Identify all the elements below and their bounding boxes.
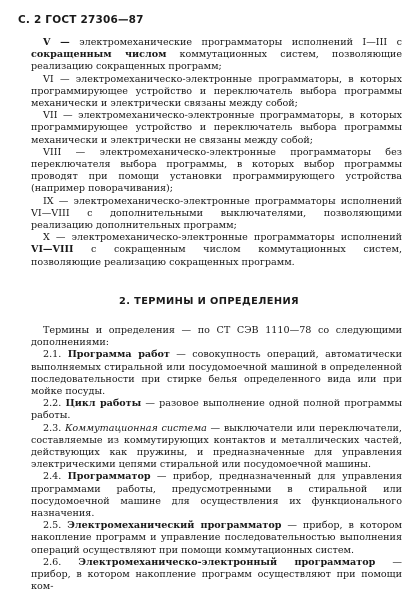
section-title: 2. ТЕРМИНЫ И ОПРЕДЕЛЕНИЯ — [118, 296, 299, 307]
page-header: С. 2 ГОСТ 27306—87 — [18, 14, 144, 26]
definition-2-2: 2.2. Цикл работы — разовое выполнение одной полной программы работы. — [31, 398, 402, 422]
definitions-list — [31, 325, 402, 593]
definition-2-3: 2.3. Коммутационная система — выключатели или переключатели, составляемые из коммутирующих контактов и металлических частей, действующих как пружины, и предназначенные для управления электрическими цепями стиральной или посудомоечной машины. — [31, 422, 402, 471]
definition-2-6: 2.6. Электромеханическо-электронный программатор — прибор, в котором накопление программ осуществляют при помощи ком- — [31, 556, 402, 593]
intro-list — [31, 37, 402, 269]
definition-2-1: 2.1. Программа работ — совокупность операций, автоматически выполняемых стиральной или посудомоечной машиной в определенной последовательности при стирке белья определенного вида или при мойке посуды. — [31, 349, 402, 398]
intro-item-vi: VI — электромеханическо-электронные программаторы, в которых программирующее устройство и переключатель выбора программы механически и электрически связаны между собой; — [31, 73, 402, 110]
definition-2-5: 2.5. Электромеханический программатор — прибор, в котором накопление программ и управление последовательностью выполнения операций осуществляют при помощи коммутационных систем. — [31, 520, 402, 556]
definitions-intro: Термины и определения — по СТ СЭВ 1110—78 со следующими дополнениями: — [31, 325, 402, 349]
intro-item-v: V — электромеханические программаторы исполнений I—III с сокращенным числом коммутационных систем, позволяющие реализацию сокращенных программ; — [31, 37, 403, 73]
definition-2-4: 2.4. Программатор — прибор, предназначенный для управления программами работы, предусмотренными в стиральной или посудомоечной машине для осуществления их функционального назначения. — [31, 471, 402, 520]
intro-item-viii: VIII — электромеханическо-электронные программаторы без переключателя выбора программы, в которых выбор программы проводят при помощи установки программирующего устройства (например поворачивания); — [31, 146, 402, 195]
intro-item-vii: VII — электромеханическо-электронные программаторы, в которых программирующее устройство и переключатель выбора программы механически и электрически не связаны между собой; — [31, 110, 403, 146]
intro-item-ix: IX — электромеханическо-электронные программаторы исполнений VI—VIII с дополнительными выключателями, позволяющими реализацию дополнительных программ; — [31, 195, 402, 232]
intro-item-x: X — электромеханическо-электронные программаторы исполнений VI—VIII с сокращенным числом коммутационных систем, позволяющие реализацию сокращенных программ. — [31, 232, 402, 268]
